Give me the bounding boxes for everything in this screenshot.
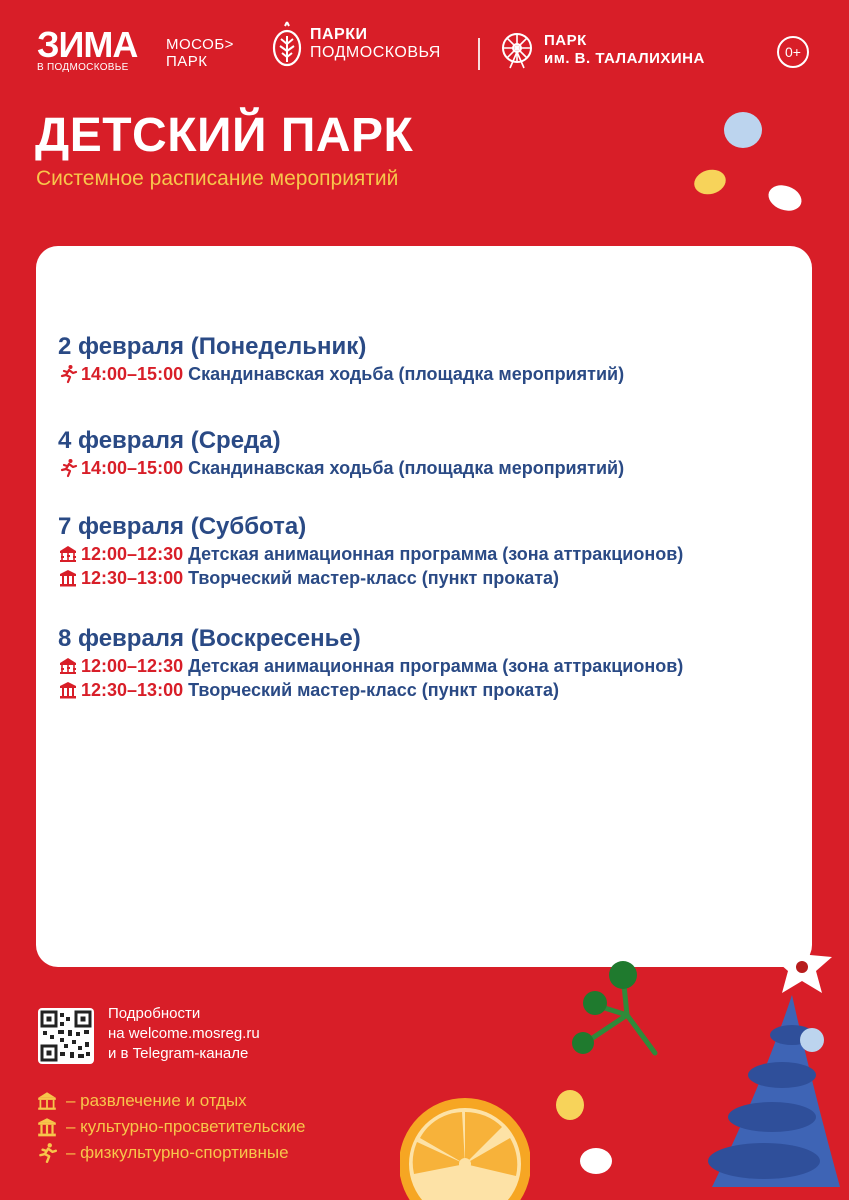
museum-icon [58, 568, 78, 588]
legend-label: – физкультурно-спортивные [66, 1143, 289, 1162]
mosobpark-logo-line2: ПАРК [166, 53, 208, 70]
event-description: Скандинавская ходьба (площадка мероприятий) [188, 457, 625, 478]
parki-podmoskovya-logo [272, 20, 441, 68]
decor-dot-blue [800, 1028, 824, 1052]
event-row [58, 456, 624, 480]
event-time: 14:00–15:00 [81, 363, 184, 384]
day-title: 7 февраля (Суббота) [58, 513, 307, 540]
event-row [58, 654, 683, 678]
event-description: Творческий мастер-класс (пункт проката) [188, 679, 560, 700]
mosobpark-logo-line1: МОСОБ> [166, 36, 234, 53]
zima-logo [37, 24, 138, 74]
berry-branch-illustration [565, 955, 665, 1065]
orange-slice-illustration [400, 1094, 530, 1200]
qr-code[interactable] [38, 1008, 94, 1064]
legend-item-cultural [36, 1116, 305, 1138]
decor-dot-yellow [691, 166, 728, 197]
event-description: Детская анимационная программа (зона аттракционов) [188, 655, 684, 676]
museum-icon [36, 1116, 58, 1138]
carousel-icon [58, 544, 78, 564]
event-time: 12:00–12:30 [81, 655, 184, 676]
ferris-wheel-icon [498, 30, 536, 70]
event-time: 12:30–13:00 [81, 679, 184, 700]
talalikhin-logo-line2: им. В. ТАЛАЛИХИНА [544, 50, 705, 67]
footer-website-link[interactable]: на welcome.mosreg.ru [108, 1025, 260, 1042]
age-rating-badge: 0+ [777, 36, 809, 68]
decor-dot-yellow [556, 1090, 584, 1120]
schedule-day [58, 624, 683, 702]
schedule-day [58, 332, 624, 386]
zima-logo-title: ЗИМА [37, 24, 138, 65]
footer-telegram-link[interactable]: и в Telegram-канале [108, 1045, 249, 1062]
carousel-icon [58, 656, 78, 676]
decor-dot-white [580, 1148, 612, 1174]
legend-label: – развлечение и отдых [66, 1091, 247, 1110]
event-description: Детская анимационная программа (зона аттракционов) [188, 543, 684, 564]
event-row [58, 678, 683, 702]
legend-item-entertainment [36, 1090, 247, 1112]
decor-dot-blue [724, 112, 762, 148]
day-title: 8 февраля (Воскресенье) [58, 625, 361, 652]
zima-logo-subtitle: В ПОДМОСКОВЬЕ [37, 62, 129, 73]
tree-emblem-icon [272, 20, 302, 68]
event-row [58, 362, 624, 386]
parki-logo-line2: ПОДМОСКОВЬЯ [310, 44, 441, 61]
day-title: 4 февраля (Среда) [58, 427, 281, 454]
schedule-day [58, 426, 624, 480]
talalikhin-logo-line1: ПАРК [544, 32, 587, 49]
event-description: Творческий мастер-класс (пункт проката) [188, 567, 560, 588]
event-description: Скандинавская ходьба (площадка мероприятий) [188, 363, 625, 384]
event-row [58, 542, 683, 566]
running-person-icon [58, 458, 78, 478]
event-time: 14:00–15:00 [81, 457, 184, 478]
page-title: ДЕТСКИЙ ПАРК [35, 109, 414, 162]
event-time: 12:30–13:00 [81, 567, 184, 588]
running-person-icon [58, 364, 78, 384]
legend-item-sports [36, 1142, 289, 1164]
carousel-icon [36, 1090, 58, 1112]
header-divider [478, 38, 480, 70]
footer-info-line: Подробности [108, 1005, 201, 1022]
event-time: 12:00–12:30 [81, 543, 184, 564]
running-person-icon [36, 1142, 58, 1164]
schedule-day [58, 512, 683, 590]
decor-dot-white [765, 181, 805, 215]
talalikhin-park-logo [498, 30, 705, 70]
day-title: 2 февраля (Понедельник) [58, 333, 367, 360]
qr-code-icon [38, 1008, 94, 1064]
event-row [58, 566, 683, 590]
footer-info [108, 1004, 260, 1064]
toy-tree-illustration [672, 925, 849, 1200]
schedule-card [36, 246, 812, 967]
parki-logo-line1: ПАРКИ [310, 26, 368, 43]
legend-label: – культурно-просветительские [66, 1117, 306, 1136]
museum-icon [58, 680, 78, 700]
mosobpark-logo [166, 36, 234, 70]
page-subtitle: Системное расписание мероприятий [36, 167, 399, 190]
